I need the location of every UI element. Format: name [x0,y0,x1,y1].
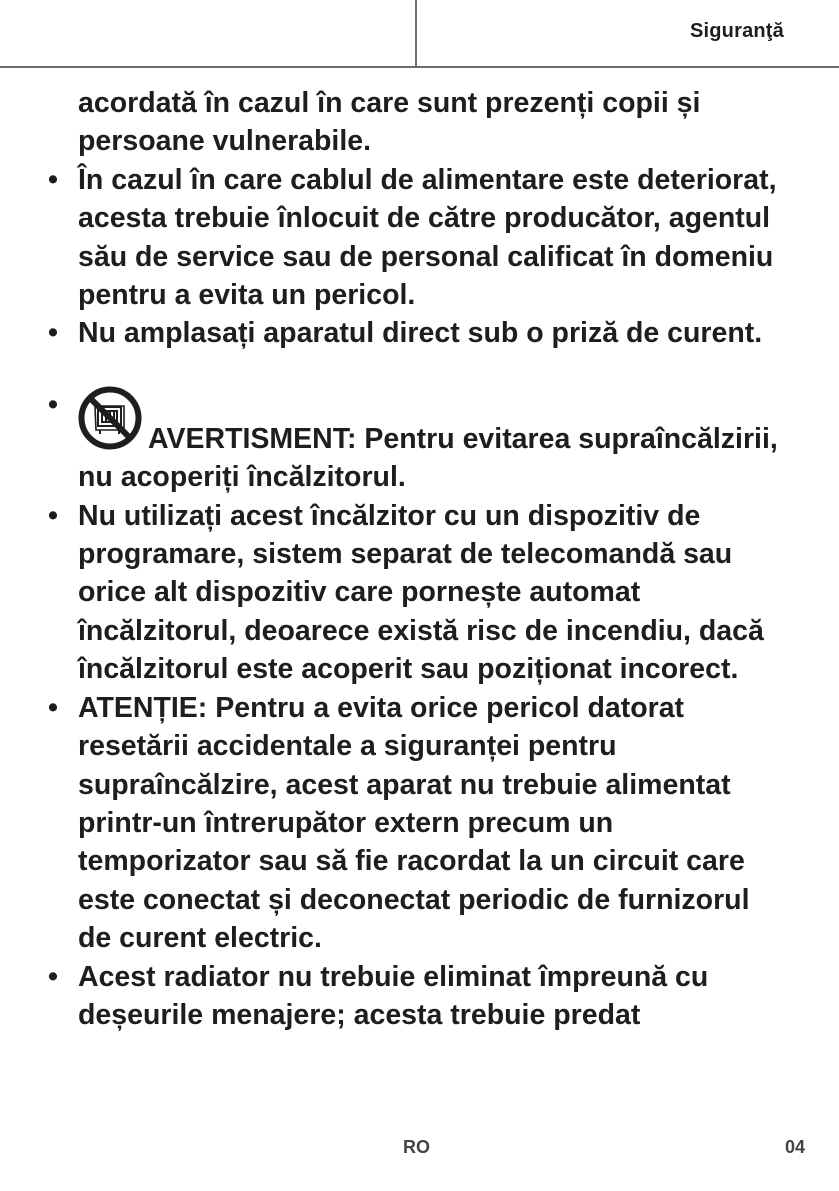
bullet-marker: • [48,163,58,196]
bullet-marker: • [48,388,58,421]
list-item [0,497,839,689]
list-item-text: ATENȚIE: Pentru a evita orice pericol datorat resetării accidentale a siguranței pentru supraîncălzire, acest aparat nu trebuie alimentat printr-un întrerupător extern precum un temporizator sau să fie racordat la un circuit care este conectat și deconectat periodic de furnizorul de curent electric. [78,691,750,955]
intro-paragraph [0,84,839,161]
list-item-text: Nu utilizați acest încălzitor cu un dispozitiv de programare, sistem separat de telecomandă sau orice alt dispozitiv care pornește automat încălzitorul, deoarece există risc de incendiu, dacă încălzitorul este acoperit sau poziționat incorect. [78,499,764,686]
list-item-text: În cazul în care cablul de alimentare este deteriorat, acesta trebuie înlocuit de către producător, agentul său de service sau de personal calificat în domeniu pentru a evita un pericol. [78,163,777,312]
header-rule [0,66,839,68]
list-item [0,958,839,1035]
bullet-marker: • [48,317,58,350]
warning-item [0,386,839,497]
list-item [0,161,839,315]
footer-language: RO [403,1137,430,1157]
bullet-marker: • [48,691,58,724]
bullet-marker: • [48,499,58,532]
list-item-text: AVERTISMENT: Pentru evitarea supraîncălzirii, nu acoperiți încălzitorul. [78,422,778,494]
page-number: 04 [784,1137,805,1157]
do-not-cover-icon [78,386,142,450]
bullet-marker: • [48,960,58,993]
section-title: Siguranţă [689,20,784,42]
list-item [0,314,839,352]
list-item-text: Nu amplasați aparatul direct sub o priză de curent. [78,317,763,350]
intro-text: acordată în cazul în care sunt prezenți copii și persoane vulnerabile. [78,87,701,158]
list-item-text: Acest radiator nu trebuie eliminat împreună cu deșeurile menajere; acesta trebuie predat [78,960,709,1031]
list-item [0,689,839,958]
page-content [0,84,839,1034]
header-divider [415,0,417,67]
